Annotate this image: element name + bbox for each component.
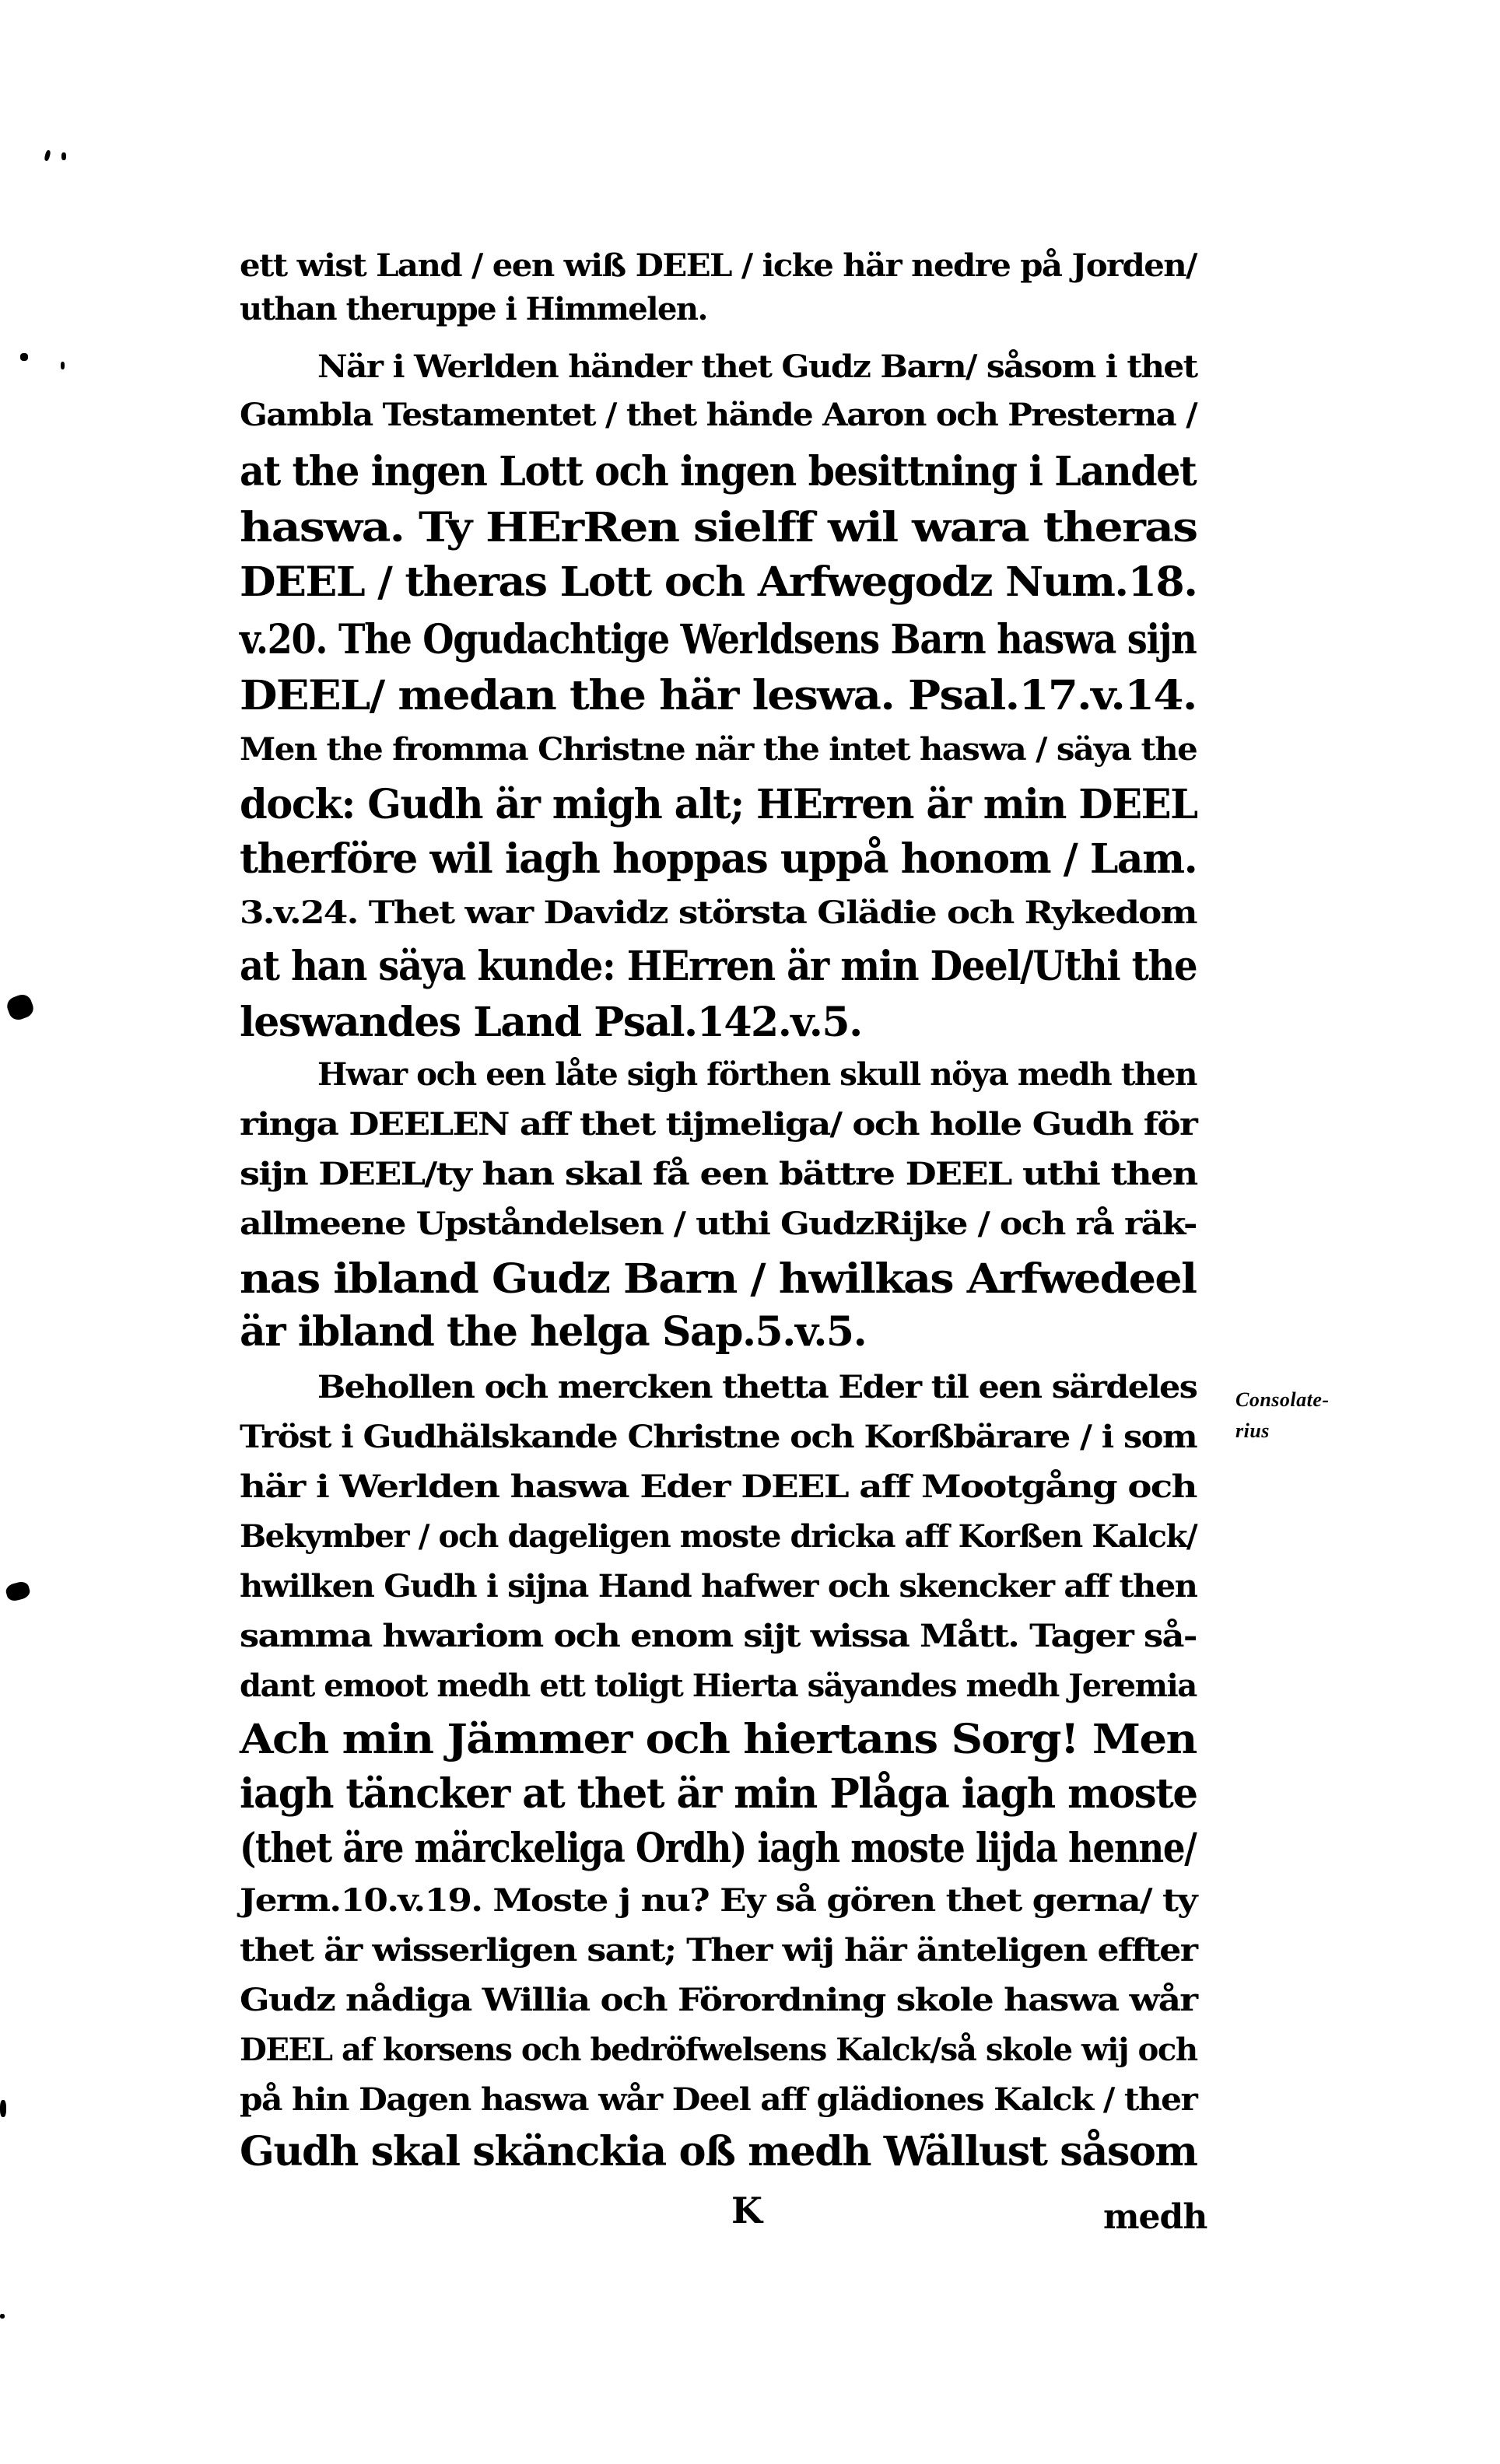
text-line: Gudz nådiga Willia och Förordning skole haswa wår	[240, 1982, 1197, 2018]
signature-mark: K	[731, 2189, 762, 2231]
text-line: dant emoot medh ett toligt Hierta säyandes medh Jeremia	[240, 1668, 1197, 1704]
text-line: DEEL / theras Lott och Arfwegodz Num.18.	[240, 558, 1197, 606]
text-line: haswa. Ty HErRen sielff wil wara theras	[240, 504, 1197, 551]
scan-speck	[61, 152, 66, 160]
text-line: hwilken Gudh i sijna Hand hafwer och skencker aff then	[240, 1568, 1197, 1605]
text-line: DEEL/ medan the här leswa. Psal.17.v.14.	[240, 672, 1197, 719]
margin-note-line-1: Consolate-	[1235, 1388, 1330, 1411]
text-line: ett wist Land / een wiß DEEL / icke här nedre på Jorden/	[240, 247, 1197, 284]
text-line: på hin Dagen haswa wår Deel aff glädiones Kalck / ther	[240, 2081, 1197, 2118]
text-line: Hwar och een låte sigh förthen skull nöya medh then	[317, 1056, 1197, 1093]
text-line: uthan theruppe i Himmelen.	[240, 291, 707, 327]
text-line: Tröst i Gudhälskande Christne och Korßbärare / i som	[240, 1419, 1197, 1455]
text-line: Jerm.10.v.19. Moste j nu? Ey så gören thet gerna/ ty	[240, 1882, 1197, 1919]
scan-speck	[0, 2314, 5, 2319]
text-line: När i Werlden händer thet Gudz Barn/ såsom i thet	[317, 348, 1197, 385]
text-line: här i Werlden haswa Eder DEEL aff Mootgång och	[240, 1468, 1197, 1505]
scan-speck	[61, 362, 65, 369]
text-line: thet är wisserligen sant; Ther wij här änteligen effter	[240, 1932, 1197, 1969]
text-line: Gambla Testamentet / thet hände Aaron och Presterna /	[240, 397, 1197, 433]
text-line: v.20. The Ogudachtige Werldsens Barn haswa sijn	[240, 616, 1197, 663]
margin-note-line-2: rius	[1235, 1419, 1270, 1442]
catchword: medh	[1103, 2197, 1207, 2237]
text-line: Gudh skal skänckia oß medh Wällust såsom	[240, 2128, 1197, 2175]
text-line: therföre wil iagh hoppas uppå honom / Lam.	[240, 835, 1197, 883]
text-line: DEEL af korsens och bedröfwelsens Kalck/så skole wij och	[240, 2032, 1197, 2068]
text-line: ringa DEELEN aff thet tijmeliga/ och holle Gudh för	[240, 1106, 1197, 1143]
text-line: (thet äre märckeliga Ordh) iagh moste lijda henne/	[240, 1825, 1197, 1872]
scan-speck	[44, 149, 51, 161]
text-line: nas ibland Gudz Barn / hwilkas Arfwedeel	[240, 1255, 1197, 1303]
text-line: är ibland the helga Sap.5.v.5.	[240, 1308, 867, 1356]
text-line: 3.v.24. Thet war Davidz största Glädie och Rykedom	[240, 894, 1197, 931]
scan-speck	[20, 353, 28, 361]
text-line: samma hwariom och enom sijt wissa Mått. Tager så-	[240, 1618, 1197, 1654]
scan-speck	[0, 2100, 6, 2117]
text-line: allmeene Upståndelsen / uthi GudzRijke / och rå räk-	[240, 1206, 1197, 1242]
margin-note	[1235, 1384, 1330, 1447]
scan-speck	[5, 1580, 32, 1602]
text-line: sijn DEEL/ty han skal få een bättre DEEL uthi then	[240, 1156, 1197, 1192]
text-line: dock: Gudh är migh alt; HErren är min DEEL	[240, 781, 1197, 828]
text-line: iagh täncker at thet är min Plåga iagh moste	[240, 1770, 1197, 1818]
text-line: at the ingen Lott och ingen besittning i Landet	[240, 448, 1197, 495]
text-line: at han säya kunde: HErren är min Deel/Uthi the	[240, 943, 1197, 990]
text-line: leswandes Land Psal.142.v.5.	[240, 999, 862, 1046]
text-line: Ach min Jämmer och hiertans Sorg! Men	[240, 1716, 1197, 1763]
scan-speck	[5, 992, 36, 1022]
text-line: Bekymber / och dageligen moste dricka aff Korßen Kalck/	[240, 1518, 1197, 1555]
text-line: Men the fromma Christne när the intet haswa / säya the	[240, 731, 1197, 768]
text-line: Behollen och mercken thetta Eder til een särdeles	[317, 1369, 1197, 1405]
